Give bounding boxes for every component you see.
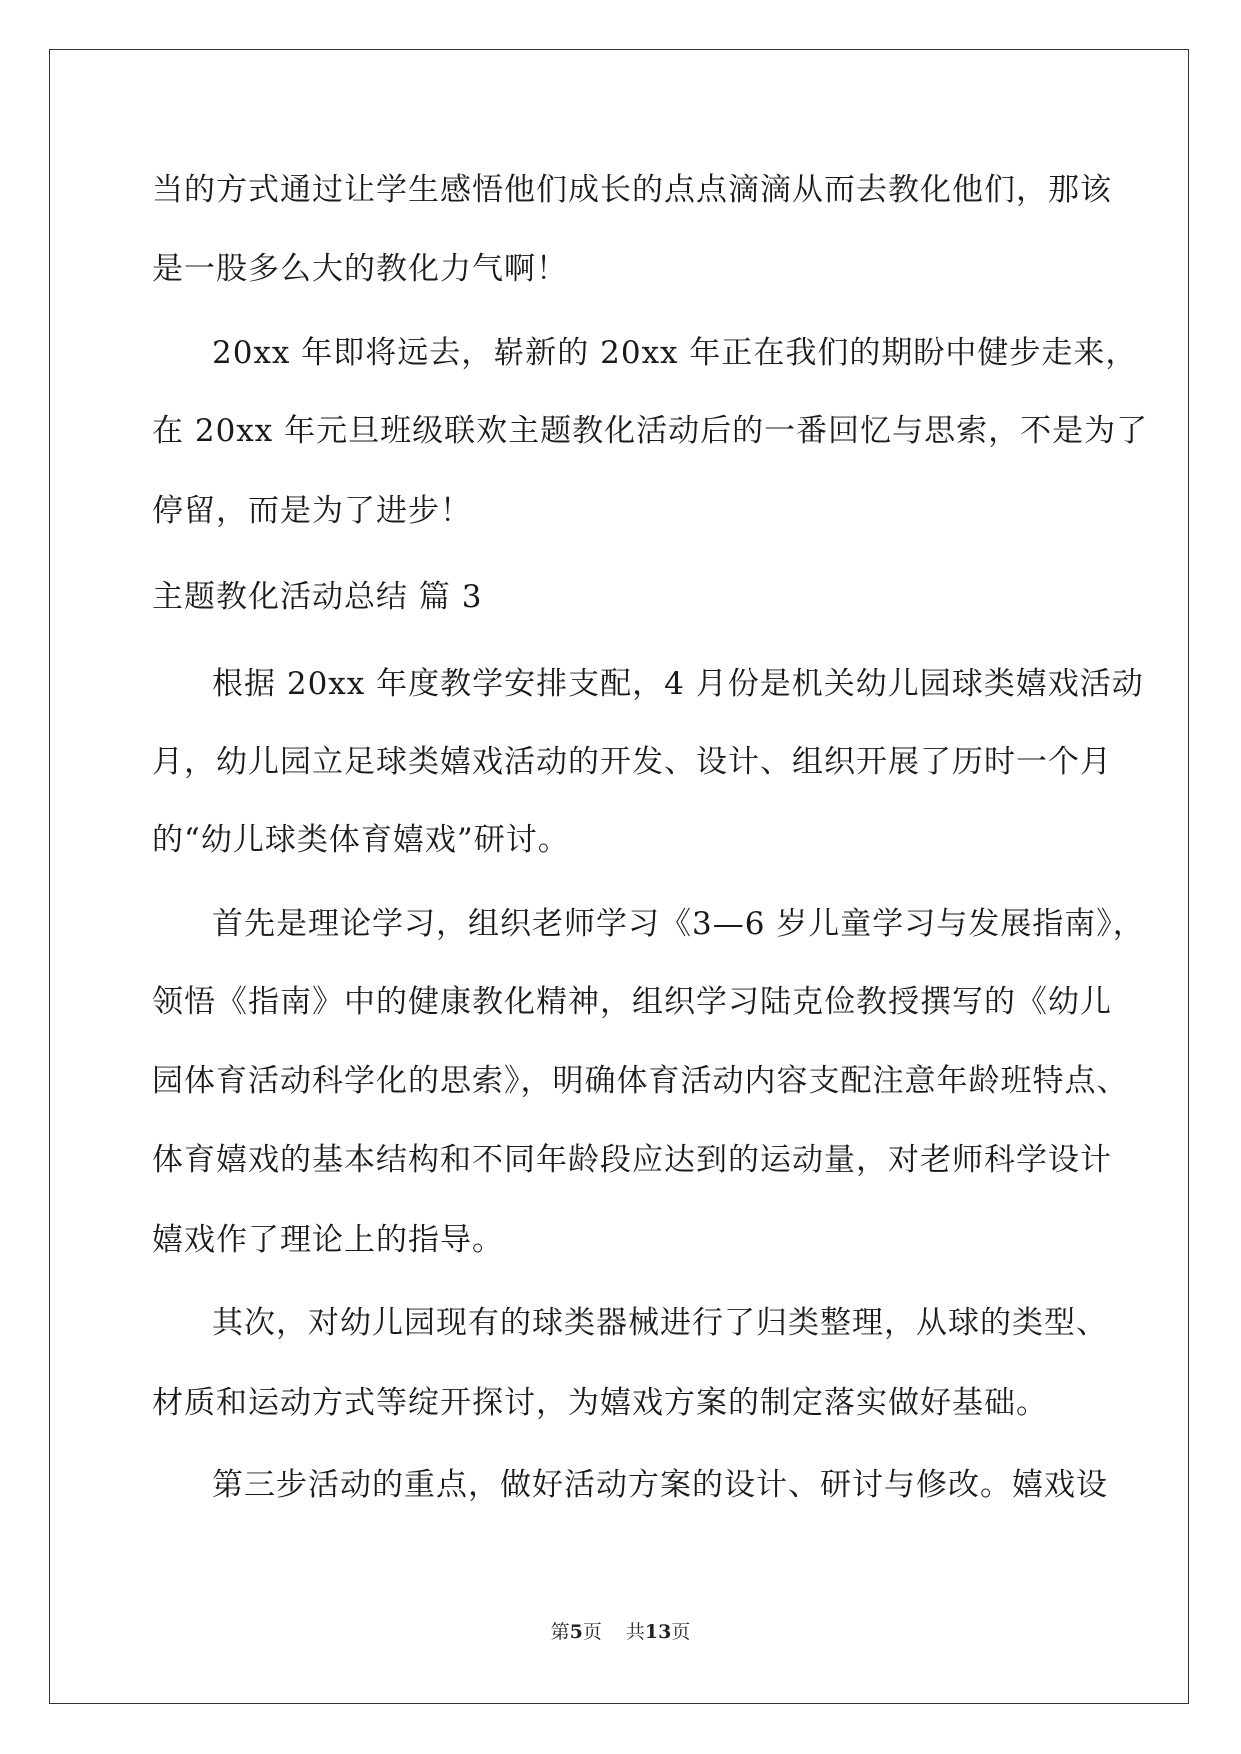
text-line: 领悟《指南》中的健康教化精神，组织学习陆克俭教授撰写的《幼儿	[152, 984, 1112, 1020]
page-border	[49, 49, 1189, 1704]
paragraph-first-line: 其次，对幼儿园现有的球类器械进行了归类整理，从球的类型、	[212, 1305, 1108, 1341]
total-unit: 页	[671, 1621, 691, 1643]
paragraph-first-line: 20xx 年即将远去，崭新的 20xx 年正在我们的期盼中健步走来，	[212, 335, 1138, 371]
text-line: 当的方式通过让学生感悟他们成长的点点滴滴从而去教化他们，那该	[152, 172, 1112, 208]
text-line: 嬉戏作了理论上的指导。	[152, 1222, 504, 1258]
text-line: 是一股多么大的教化力气啊！	[152, 251, 568, 287]
page-footer	[0, 1620, 1241, 1644]
page-total: 13	[644, 1621, 672, 1643]
text-line: 停留，而是为了进步！	[152, 493, 472, 529]
text-line: 材质和运动方式等绽开探讨，为嬉戏方案的制定落实做好基础。	[152, 1385, 1048, 1421]
text-line: 在 20xx 年元旦班级联欢主题教化活动后的一番回忆与思索，不是为了	[152, 413, 1149, 449]
paragraph-first-line: 根据 20xx 年度教学安排支配，4 月份是机关幼儿园球类嬉戏活动	[212, 666, 1144, 702]
page-prefix: 第	[550, 1621, 570, 1643]
text-line: 园体育活动科学化的思索》，明确体育活动内容支配注意年龄班特点、	[152, 1063, 1129, 1099]
paragraph-first-line: 第三步活动的重点，做好活动方案的设计、研讨与修改。嬉戏设	[212, 1467, 1108, 1503]
text-line: 的“幼儿球类体育嬉戏”研讨。	[152, 822, 570, 858]
page-unit: 页	[582, 1621, 602, 1643]
text-line: 月，幼儿园立足球类嬉戏活动的开发、设计、组织开展了历时一个月	[152, 744, 1112, 780]
page-number: 5	[569, 1621, 583, 1643]
total-prefix: 共	[625, 1621, 645, 1643]
paragraph-first-line: 首先是理论学习，组织老师学习《3—6 岁儿童学习与发展指南》，	[212, 906, 1145, 942]
text-line: 体育嬉戏的基本结构和不同年龄段应达到的运动量，对老师科学设计	[152, 1142, 1112, 1178]
section-heading: 主题教化活动总结 篇 3	[152, 579, 483, 615]
